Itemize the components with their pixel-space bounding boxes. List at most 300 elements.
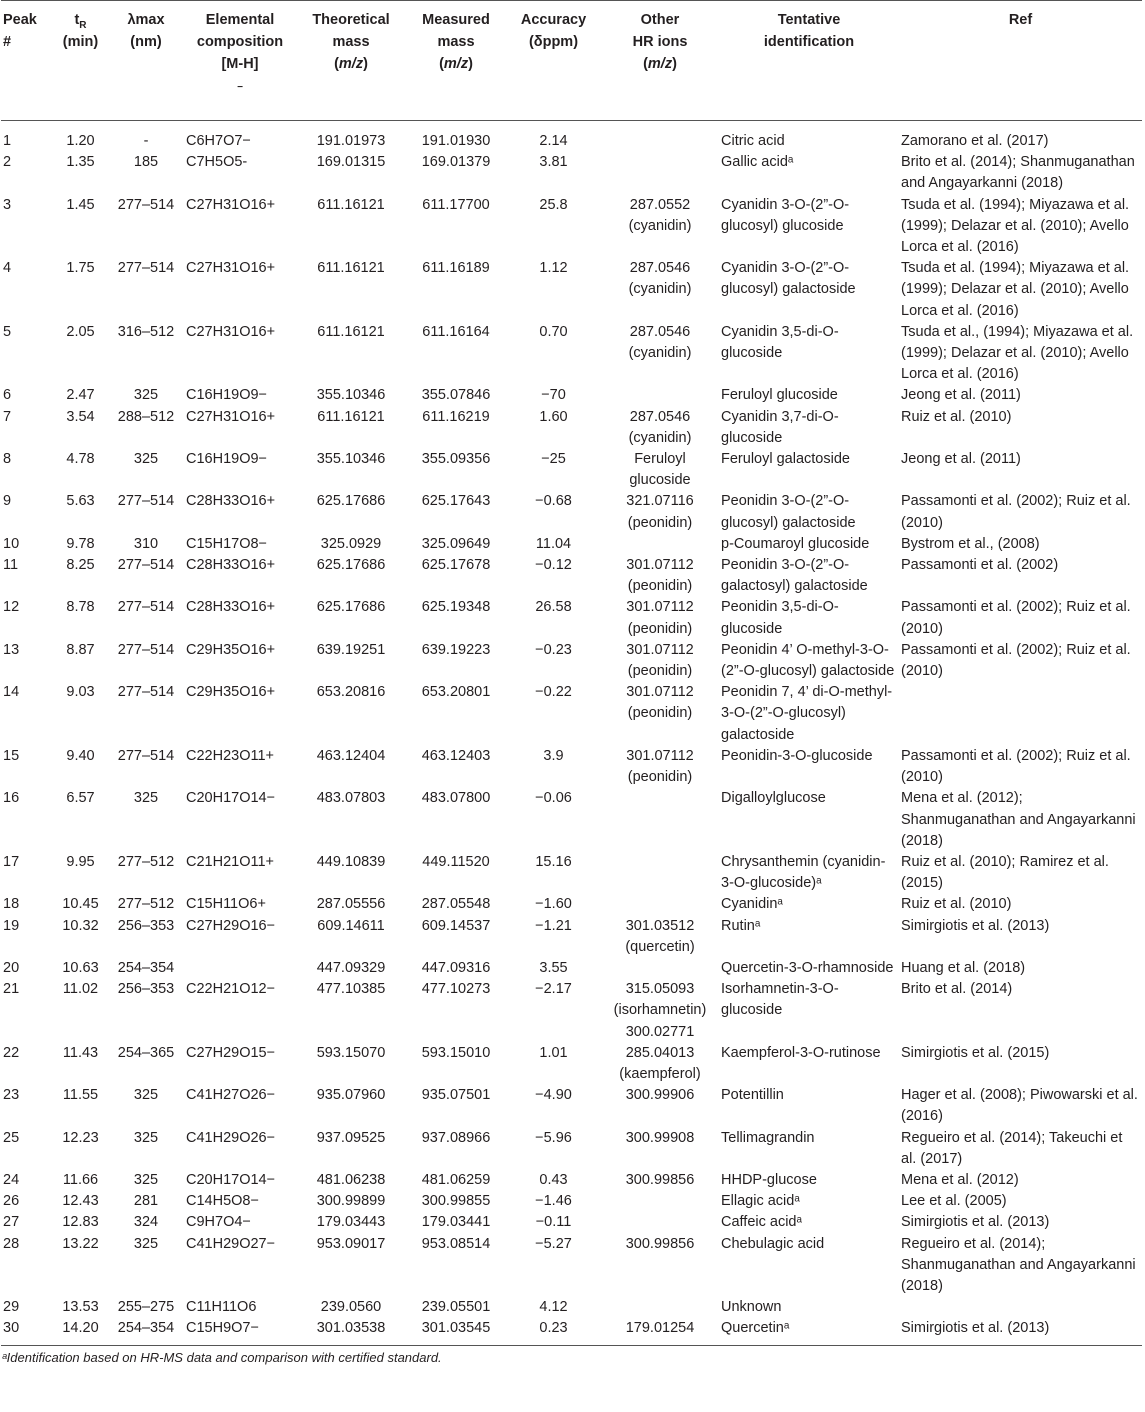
cell-composition: C27H29O15− bbox=[186, 1044, 276, 1061]
cell-accuracy: −1.60 bbox=[535, 896, 572, 913]
cell-peak: 13 bbox=[3, 641, 20, 658]
cell-ref: Mena et al. (2012); Shanmuganathan and Angayarkanni (2018) bbox=[901, 790, 1136, 849]
cell-other-ions bbox=[601, 534, 719, 555]
cell-retention-time: 4.78 bbox=[66, 451, 95, 468]
cell-peak: 16 bbox=[3, 790, 20, 807]
cell-measured-mass: 447.09316 bbox=[421, 959, 491, 976]
cell-composition: C9H7O4− bbox=[186, 1214, 251, 1231]
cell-composition: C22H21O12− bbox=[186, 981, 276, 998]
cell-ref: Huang et al. (2018) bbox=[901, 959, 1026, 976]
cell-ref bbox=[899, 1297, 1142, 1318]
header-composition: Elemental composition [M-H] − bbox=[184, 1, 296, 121]
cell-composition: C27H31O16+ bbox=[186, 408, 276, 425]
cell-other-ions: 300.99856 bbox=[625, 1235, 695, 1252]
table-row bbox=[1, 746, 1142, 788]
cell-measured-mass: 169.01379 bbox=[421, 154, 491, 171]
cell-identification: Caffeic acidᵃ bbox=[721, 1214, 802, 1231]
cell-theoretical-mass: 609.14611 bbox=[317, 917, 385, 934]
cell-ref: Jeong et al. (2011) bbox=[901, 387, 1021, 404]
cell-identification: Peonidin 7, 4’ di-O-methyl-3-O-(2”-O-glucosyl) galactoside bbox=[721, 684, 893, 743]
cell-theoretical-mass: 611.16121 bbox=[317, 323, 385, 340]
cell-identification: p-Coumaroyl glucoside bbox=[721, 535, 870, 552]
cell-ref: Passamonti et al. (2002) bbox=[901, 557, 1059, 574]
cell-measured-mass: 325.09649 bbox=[421, 535, 491, 552]
cell-composition: C20H17O14− bbox=[186, 790, 276, 807]
cell-peak: 9 bbox=[3, 493, 12, 510]
cell-peak: 12 bbox=[3, 599, 20, 616]
cell-measured-mass: 179.03441 bbox=[421, 1214, 491, 1231]
cell-composition: C27H31O16+ bbox=[186, 260, 276, 277]
cell-ref: Zamorano et al. (2017) bbox=[901, 133, 1049, 149]
cell-identification: Citric acid bbox=[721, 133, 785, 149]
cell-measured-mass: 463.12403 bbox=[421, 747, 491, 764]
cell-composition: C41H29O27− bbox=[186, 1235, 276, 1252]
table-row bbox=[1, 682, 1142, 746]
cell-other-ions bbox=[601, 788, 719, 852]
cell-measured-mass: 609.14537 bbox=[421, 917, 491, 934]
cell-accuracy: −4.90 bbox=[535, 1087, 572, 1104]
cell-theoretical-mass: 611.16121 bbox=[317, 408, 385, 425]
table-row bbox=[1, 852, 1142, 894]
cell-measured-mass: 239.05501 bbox=[421, 1299, 491, 1316]
cell-identification: Peonidin-3-O-glucoside bbox=[721, 747, 873, 764]
cell-measured-mass: 953.08514 bbox=[421, 1235, 491, 1252]
cell-retention-time: 5.63 bbox=[66, 493, 95, 510]
table-row bbox=[1, 1191, 1142, 1212]
cell-identification: Feruloyl glucoside bbox=[721, 387, 838, 404]
cell-accuracy: −25 bbox=[541, 451, 566, 468]
cell-measured-mass: 287.05548 bbox=[421, 896, 491, 913]
cell-accuracy: 25.8 bbox=[539, 196, 568, 213]
cell-retention-time: 9.03 bbox=[66, 684, 95, 701]
cell-composition: C28H33O16+ bbox=[186, 599, 276, 616]
cell-lambda-max: - bbox=[143, 133, 149, 149]
cell-peak: 30 bbox=[3, 1320, 20, 1337]
table-row bbox=[1, 1170, 1142, 1191]
cell-measured-mass: 625.17643 bbox=[421, 493, 491, 510]
cell-peak: 24 bbox=[3, 1171, 20, 1188]
cell-peak: 4 bbox=[3, 260, 12, 277]
cell-measured-mass: 355.07846 bbox=[421, 387, 491, 404]
cell-accuracy: −0.68 bbox=[535, 493, 572, 510]
cell-lambda-max: 277–512 bbox=[117, 896, 175, 913]
cell-theoretical-mass: 481.06238 bbox=[316, 1171, 386, 1188]
cell-peak: 20 bbox=[3, 959, 20, 976]
cell-measured-mass: 625.17678 bbox=[421, 557, 491, 574]
cell-retention-time: 2.05 bbox=[66, 323, 95, 340]
cell-identification: Chrysanthemin (cyanidin-3-O-glucoside)ᵃ bbox=[721, 853, 886, 892]
cell-retention-time: 11.02 bbox=[62, 981, 99, 998]
cell-identification: Isorhamnetin-3-O-glucoside bbox=[721, 981, 839, 1019]
cell-theoretical-mass: 625.17686 bbox=[316, 599, 386, 616]
cell-ref: Regueiro et al. (2014); Shanmuganathan and Angayarkanni (2018) bbox=[901, 1235, 1136, 1294]
cell-theoretical-mass: 449.10839 bbox=[316, 853, 386, 870]
table-row bbox=[1, 979, 1142, 1043]
cell-other-ions: 287.0546 (cyanidin) bbox=[628, 260, 692, 298]
cell-lambda-max: 254–354 bbox=[117, 959, 175, 976]
cell-measured-mass: 301.03545 bbox=[421, 1320, 491, 1337]
cell-identification: Potentillin bbox=[721, 1087, 784, 1104]
cell-identification: Cyanidin 3-O-(2”-O-glucosyl) glucoside bbox=[721, 196, 850, 234]
cell-other-ions: 301.07112 (peonidin) bbox=[626, 747, 694, 786]
cell-measured-mass: 449.11520 bbox=[422, 853, 490, 870]
cell-theoretical-mass: 483.07803 bbox=[316, 790, 386, 807]
cell-theoretical-mass: 639.19251 bbox=[316, 641, 386, 658]
cell-lambda-max: 255–275 bbox=[117, 1299, 175, 1316]
cell-retention-time: 3.54 bbox=[66, 408, 95, 425]
cell-other-ions: 301.07112 (peonidin) bbox=[626, 641, 694, 680]
cell-ref: Ruiz et al. (2010) bbox=[901, 408, 1012, 425]
cell-identification: HHDP-glucose bbox=[721, 1171, 817, 1188]
cell-composition: C20H17O14− bbox=[186, 1171, 276, 1188]
cell-accuracy: −1.46 bbox=[535, 1193, 572, 1210]
cell-ref: Brito et al. (2014); Shanmuganathan and Angayarkanni (2018) bbox=[901, 154, 1135, 192]
cell-peak: 2 bbox=[3, 154, 12, 171]
cell-other-ions: 301.03512 (quercetin) bbox=[625, 917, 695, 955]
cell-accuracy: 0.43 bbox=[539, 1171, 568, 1188]
cell-accuracy: −1.21 bbox=[535, 917, 572, 934]
cell-lambda-max: 277–512 bbox=[117, 853, 175, 870]
cell-other-ions: 321.07116 (peonidin) bbox=[626, 493, 694, 531]
cell-composition: C41H27O26− bbox=[186, 1087, 276, 1104]
cell-theoretical-mass: 937.09525 bbox=[316, 1129, 386, 1146]
cell-retention-time: 1.75 bbox=[66, 260, 95, 277]
table-row bbox=[1, 407, 1142, 449]
cell-lambda-max: 277–514 bbox=[117, 196, 175, 213]
header-other-ions: Other HR ions (m/z) bbox=[601, 1, 719, 121]
cell-composition: C28H33O16+ bbox=[186, 493, 276, 510]
table-row bbox=[1, 1234, 1142, 1298]
header-retention-time: $t_R$ (min) bbox=[53, 1, 108, 121]
cell-theoretical-mass: 301.03538 bbox=[316, 1320, 386, 1337]
cell-theoretical-mass: 625.17686 bbox=[316, 493, 386, 510]
cell-ref: Tsuda et al., (1994); Miyazawa et al. (1999); Delazar et al. (2010); Avello Lorca et al. (2016) bbox=[901, 323, 1134, 383]
cell-peak: 14 bbox=[3, 684, 20, 701]
cell-retention-time: 2.47 bbox=[66, 387, 95, 404]
cell-composition: C15H11O6+ bbox=[186, 896, 266, 913]
cell-retention-time: 8.78 bbox=[66, 599, 95, 616]
cell-measured-mass: 300.99855 bbox=[421, 1193, 491, 1210]
cell-accuracy: 2.14 bbox=[539, 133, 568, 149]
cell-ref: Simirgiotis et al. (2015) bbox=[901, 1044, 1050, 1061]
cell-accuracy: 1.01 bbox=[539, 1044, 568, 1061]
cell-theoretical-mass: 935.07960 bbox=[316, 1087, 386, 1104]
cell-composition: C21H21O11+ bbox=[186, 853, 274, 870]
cell-measured-mass: 191.01930 bbox=[421, 133, 491, 149]
table-row bbox=[1, 1085, 1142, 1127]
cell-accuracy: 1.60 bbox=[539, 408, 568, 425]
table-row bbox=[1, 258, 1142, 322]
table-row bbox=[1, 1318, 1142, 1345]
cell-identification: Digalloylglucose bbox=[721, 790, 826, 807]
header-lambda-max: λmax (nm) bbox=[108, 1, 184, 121]
cell-identification: Kaempferol-3-O-rutinose bbox=[721, 1044, 881, 1061]
cell-theoretical-mass: 611.16121 bbox=[317, 196, 385, 213]
table-row bbox=[1, 1297, 1142, 1318]
cell-ref: Bystrom et al., (2008) bbox=[901, 535, 1040, 552]
table-row bbox=[1, 322, 1142, 386]
cell-other-ions: 300.99906 bbox=[625, 1087, 695, 1104]
cell-measured-mass: 611.16164 bbox=[422, 323, 490, 340]
cell-identification: Quercetin-3-O-rhamnoside bbox=[721, 959, 894, 976]
cell-retention-time: 10.32 bbox=[62, 917, 99, 934]
cell-accuracy: 4.12 bbox=[539, 1299, 568, 1316]
cell-lambda-max: 281 bbox=[133, 1193, 159, 1210]
footnote: ᵃIdentification based on HR-MS data and comparison with certified standard. bbox=[2, 1349, 442, 1365]
cell-other-ions: 301.07112 (peonidin) bbox=[626, 557, 694, 595]
cell-identification: Peonidin 3-O-(2”-O-glucosyl) galactoside bbox=[721, 493, 856, 531]
cell-composition bbox=[184, 958, 296, 979]
cell-ref: Regueiro et al. (2014); Takeuchi et al. (2017) bbox=[901, 1129, 1123, 1167]
cell-lambda-max: 325 bbox=[133, 387, 159, 404]
cell-peak: 8 bbox=[3, 451, 12, 468]
compound-table bbox=[1, 0, 1142, 1346]
cell-lambda-max: 325 bbox=[133, 790, 159, 807]
cell-theoretical-mass: 191.01973 bbox=[316, 133, 386, 149]
cell-ref: Ruiz et al. (2010); Ramirez et al. (2015) bbox=[901, 853, 1109, 892]
cell-other-ions: 300.99908 bbox=[625, 1129, 695, 1146]
cell-ref: Mena et al. (2012) bbox=[901, 1171, 1019, 1188]
cell-lambda-max: 288–512 bbox=[117, 408, 175, 425]
header-row bbox=[1, 1, 1142, 121]
cell-other-ions: 179.01254 bbox=[625, 1320, 695, 1337]
cell-lambda-max: 185 bbox=[133, 154, 159, 171]
cell-retention-time: 14.20 bbox=[62, 1320, 99, 1337]
table-row bbox=[1, 597, 1142, 639]
cell-accuracy: −70 bbox=[541, 387, 566, 404]
cell-composition: C16H19O9− bbox=[186, 387, 268, 404]
cell-accuracy: 0.23 bbox=[539, 1320, 568, 1337]
cell-measured-mass: 593.15010 bbox=[421, 1044, 491, 1061]
cell-peak: 3 bbox=[3, 196, 12, 213]
cell-other-ions bbox=[601, 958, 719, 979]
cell-lambda-max: 277–514 bbox=[117, 260, 175, 277]
cell-identification: Gallic acidᵃ bbox=[721, 154, 794, 171]
cell-other-ions: 287.0552 (cyanidin) bbox=[628, 196, 692, 234]
cell-identification: Peonidin 3,5-di-O-glucoside bbox=[721, 599, 839, 637]
cell-identification: Rutinᵃ bbox=[721, 917, 761, 934]
cell-lambda-max: 256–353 bbox=[117, 917, 175, 934]
cell-measured-mass: 481.06259 bbox=[421, 1171, 491, 1188]
cell-accuracy: 3.81 bbox=[539, 154, 568, 171]
cell-theoretical-mass: 447.09329 bbox=[316, 959, 386, 976]
cell-retention-time: 11.55 bbox=[62, 1087, 99, 1104]
cell-other-ions: 315.05093 (isorhamnetin) 300.02771 bbox=[613, 981, 707, 1040]
cell-accuracy: −5.96 bbox=[535, 1129, 572, 1146]
cell-retention-time: 12.83 bbox=[62, 1214, 99, 1231]
cell-other-ions: 301.07112 (peonidin) bbox=[626, 599, 694, 637]
cell-peak: 27 bbox=[3, 1214, 20, 1231]
cell-peak: 29 bbox=[3, 1299, 20, 1316]
table-row bbox=[1, 958, 1142, 979]
cell-theoretical-mass: 611.16121 bbox=[317, 260, 385, 277]
cell-other-ions bbox=[601, 1191, 719, 1212]
cell-retention-time: 12.43 bbox=[62, 1193, 99, 1210]
cell-ref: Passamonti et al. (2002); Ruiz et al. (2010) bbox=[901, 599, 1131, 637]
table-row bbox=[1, 1043, 1142, 1085]
cell-theoretical-mass: 625.17686 bbox=[316, 557, 386, 574]
header-accuracy: Accuracy (δppm) bbox=[506, 1, 601, 121]
cell-theoretical-mass: 953.09017 bbox=[316, 1235, 386, 1252]
cell-ref bbox=[899, 682, 1142, 746]
cell-lambda-max: 316–512 bbox=[117, 323, 175, 340]
cell-peak: 6 bbox=[3, 387, 12, 404]
cell-composition: C27H29O16− bbox=[186, 917, 276, 934]
cell-lambda-max: 325 bbox=[133, 451, 159, 468]
table-row bbox=[1, 121, 1142, 153]
table-row bbox=[1, 1128, 1142, 1170]
cell-identification: Cyanidin 3,7-di-O-glucoside bbox=[721, 408, 839, 446]
cell-accuracy: −0.12 bbox=[535, 557, 572, 574]
cell-measured-mass: 935.07501 bbox=[421, 1087, 491, 1104]
cell-theoretical-mass: 355.10346 bbox=[316, 387, 386, 404]
cell-measured-mass: 625.19348 bbox=[421, 599, 491, 616]
cell-identification: Unknown bbox=[721, 1299, 782, 1316]
cell-retention-time: 9.95 bbox=[66, 853, 95, 870]
cell-accuracy: 3.55 bbox=[539, 959, 568, 976]
cell-retention-time: 9.40 bbox=[66, 747, 95, 764]
cell-accuracy: 15.16 bbox=[535, 853, 572, 870]
cell-other-ions bbox=[601, 1212, 719, 1233]
cell-retention-time: 1.20 bbox=[66, 133, 95, 149]
cell-peak: 17 bbox=[3, 853, 20, 870]
cell-composition: C22H23O11+ bbox=[186, 747, 274, 764]
cell-retention-time: 6.57 bbox=[66, 790, 95, 807]
table-row bbox=[1, 152, 1142, 194]
cell-other-ions bbox=[601, 894, 719, 915]
cell-lambda-max: 325 bbox=[133, 1171, 159, 1188]
cell-theoretical-mass: 325.0929 bbox=[320, 535, 382, 552]
cell-identification: Tellimagrandin bbox=[721, 1129, 815, 1146]
table-row bbox=[1, 788, 1142, 852]
cell-accuracy: −0.22 bbox=[535, 684, 572, 701]
cell-lambda-max: 310 bbox=[133, 535, 159, 552]
cell-ref: Ruiz et al. (2010) bbox=[901, 896, 1012, 913]
cell-theoretical-mass: 239.0560 bbox=[320, 1299, 382, 1316]
cell-other-ions: 300.99856 bbox=[625, 1171, 695, 1188]
cell-composition: C7H5O5- bbox=[186, 154, 248, 171]
cell-other-ions: 287.0546 (cyanidin) bbox=[628, 408, 692, 446]
table-row bbox=[1, 916, 1142, 958]
cell-composition: C27H31O16+ bbox=[186, 196, 276, 213]
cell-ref: Simirgiotis et al. (2013) bbox=[901, 1214, 1050, 1231]
cell-composition: C6H7O7− bbox=[186, 133, 251, 149]
cell-other-ions bbox=[601, 121, 719, 153]
cell-composition: C11H11O6 bbox=[186, 1299, 257, 1316]
cell-lambda-max: 277–514 bbox=[117, 599, 175, 616]
cell-measured-mass: 611.17700 bbox=[422, 196, 490, 213]
cell-measured-mass: 611.16189 bbox=[422, 260, 490, 277]
cell-other-ions: 301.07112 (peonidin) bbox=[626, 684, 694, 722]
header-identification: Tentative identification bbox=[719, 1, 899, 121]
cell-peak: 11 bbox=[3, 557, 19, 574]
cell-other-ions: 287.0546 (cyanidin) bbox=[628, 323, 692, 362]
cell-ref: Passamonti et al. (2002); Ruiz et al. (2010) bbox=[901, 641, 1131, 680]
cell-accuracy: 1.12 bbox=[539, 260, 568, 277]
cell-retention-time: 12.23 bbox=[62, 1129, 99, 1146]
cell-other-ions bbox=[601, 385, 719, 406]
cell-lambda-max: 277–514 bbox=[117, 557, 175, 574]
cell-other-ions: 285.04013 (kaempferol) bbox=[619, 1044, 701, 1082]
cell-composition: C14H5O8− bbox=[186, 1193, 259, 1210]
cell-identification: Chebulagic acid bbox=[721, 1235, 825, 1252]
cell-theoretical-mass: 477.10385 bbox=[316, 981, 386, 998]
cell-retention-time: 10.45 bbox=[62, 896, 99, 913]
cell-accuracy: −0.23 bbox=[535, 641, 572, 658]
header-peak: Peak # bbox=[1, 1, 53, 121]
cell-ref: Passamonti et al. (2002); Ruiz et al. (2010) bbox=[901, 747, 1131, 786]
cell-theoretical-mass: 653.20816 bbox=[316, 684, 386, 701]
table-body bbox=[1, 121, 1142, 1346]
cell-identification: Cyanidin 3,5-di-O-glucoside bbox=[721, 323, 839, 362]
cell-peak: 7 bbox=[3, 408, 12, 425]
cell-accuracy: −0.06 bbox=[535, 790, 572, 807]
cell-lambda-max: 256–353 bbox=[117, 981, 175, 998]
cell-ref: Simirgiotis et al. (2013) bbox=[901, 917, 1050, 934]
cell-retention-time: 11.66 bbox=[62, 1171, 99, 1188]
cell-ref: Simirgiotis et al. (2013) bbox=[901, 1320, 1050, 1337]
table-row bbox=[1, 555, 1142, 597]
cell-peak: 10 bbox=[3, 535, 20, 552]
cell-peak: 18 bbox=[3, 896, 20, 913]
cell-retention-time: 11.43 bbox=[62, 1044, 99, 1061]
cell-peak: 21 bbox=[3, 981, 20, 998]
cell-identification: Ellagic acidᵃ bbox=[721, 1193, 800, 1210]
cell-other-ions: Feruloyl glucoside bbox=[629, 451, 691, 489]
cell-composition: C29H35O16+ bbox=[186, 684, 276, 701]
cell-theoretical-mass: 300.99899 bbox=[316, 1193, 386, 1210]
cell-ref: Lee et al. (2005) bbox=[901, 1193, 1007, 1210]
cell-identification: Peonidin 4’ O-methyl-3-O-(2”-O-glucosyl) galactoside bbox=[721, 641, 895, 680]
cell-composition: C41H29O26− bbox=[186, 1129, 276, 1146]
cell-other-ions bbox=[601, 852, 719, 894]
cell-composition: C16H19O9− bbox=[186, 451, 268, 468]
cell-retention-time: 13.22 bbox=[62, 1235, 99, 1252]
cell-lambda-max: 324 bbox=[133, 1214, 159, 1231]
table-row bbox=[1, 385, 1142, 406]
cell-theoretical-mass: 593.15070 bbox=[316, 1044, 386, 1061]
cell-accuracy: 26.58 bbox=[535, 599, 572, 616]
cell-lambda-max: 277–514 bbox=[117, 684, 175, 701]
cell-retention-time: 1.35 bbox=[66, 154, 95, 171]
cell-theoretical-mass: 179.03443 bbox=[316, 1214, 386, 1231]
cell-measured-mass: 477.10273 bbox=[421, 981, 491, 998]
cell-measured-mass: 611.16219 bbox=[422, 408, 490, 425]
cell-accuracy: 3.9 bbox=[543, 747, 564, 764]
cell-composition: C15H9O7− bbox=[186, 1320, 259, 1337]
cell-retention-time: 10.63 bbox=[62, 959, 99, 976]
cell-ref: Tsuda et al. (1994); Miyazawa et al. (1999); Delazar et al. (2010); Avello Lorca et al. (2016) bbox=[901, 196, 1130, 256]
cell-composition: C27H31O16+ bbox=[186, 323, 276, 340]
cell-composition: C28H33O16+ bbox=[186, 557, 276, 574]
cell-peak: 5 bbox=[3, 323, 12, 340]
cell-other-ions bbox=[601, 1297, 719, 1318]
cell-lambda-max: 325 bbox=[133, 1087, 159, 1104]
header-measured-mass: Measured mass (m/z) bbox=[406, 1, 506, 121]
header-theoretical-mass: Theoretical mass (m/z) bbox=[296, 1, 406, 121]
table-row bbox=[1, 534, 1142, 555]
cell-retention-time: 1.45 bbox=[66, 196, 95, 213]
cell-measured-mass: 653.20801 bbox=[421, 684, 491, 701]
cell-composition: C29H35O16+ bbox=[186, 641, 276, 658]
cell-accuracy: 11.04 bbox=[535, 535, 572, 552]
cell-lambda-max: 325 bbox=[133, 1129, 159, 1146]
cell-measured-mass: 355.09356 bbox=[421, 451, 491, 468]
cell-retention-time: 13.53 bbox=[62, 1299, 99, 1316]
cell-ref: Passamonti et al. (2002); Ruiz et al. (2010) bbox=[901, 493, 1131, 531]
cell-measured-mass: 937.08966 bbox=[421, 1129, 491, 1146]
table-row bbox=[1, 491, 1142, 533]
